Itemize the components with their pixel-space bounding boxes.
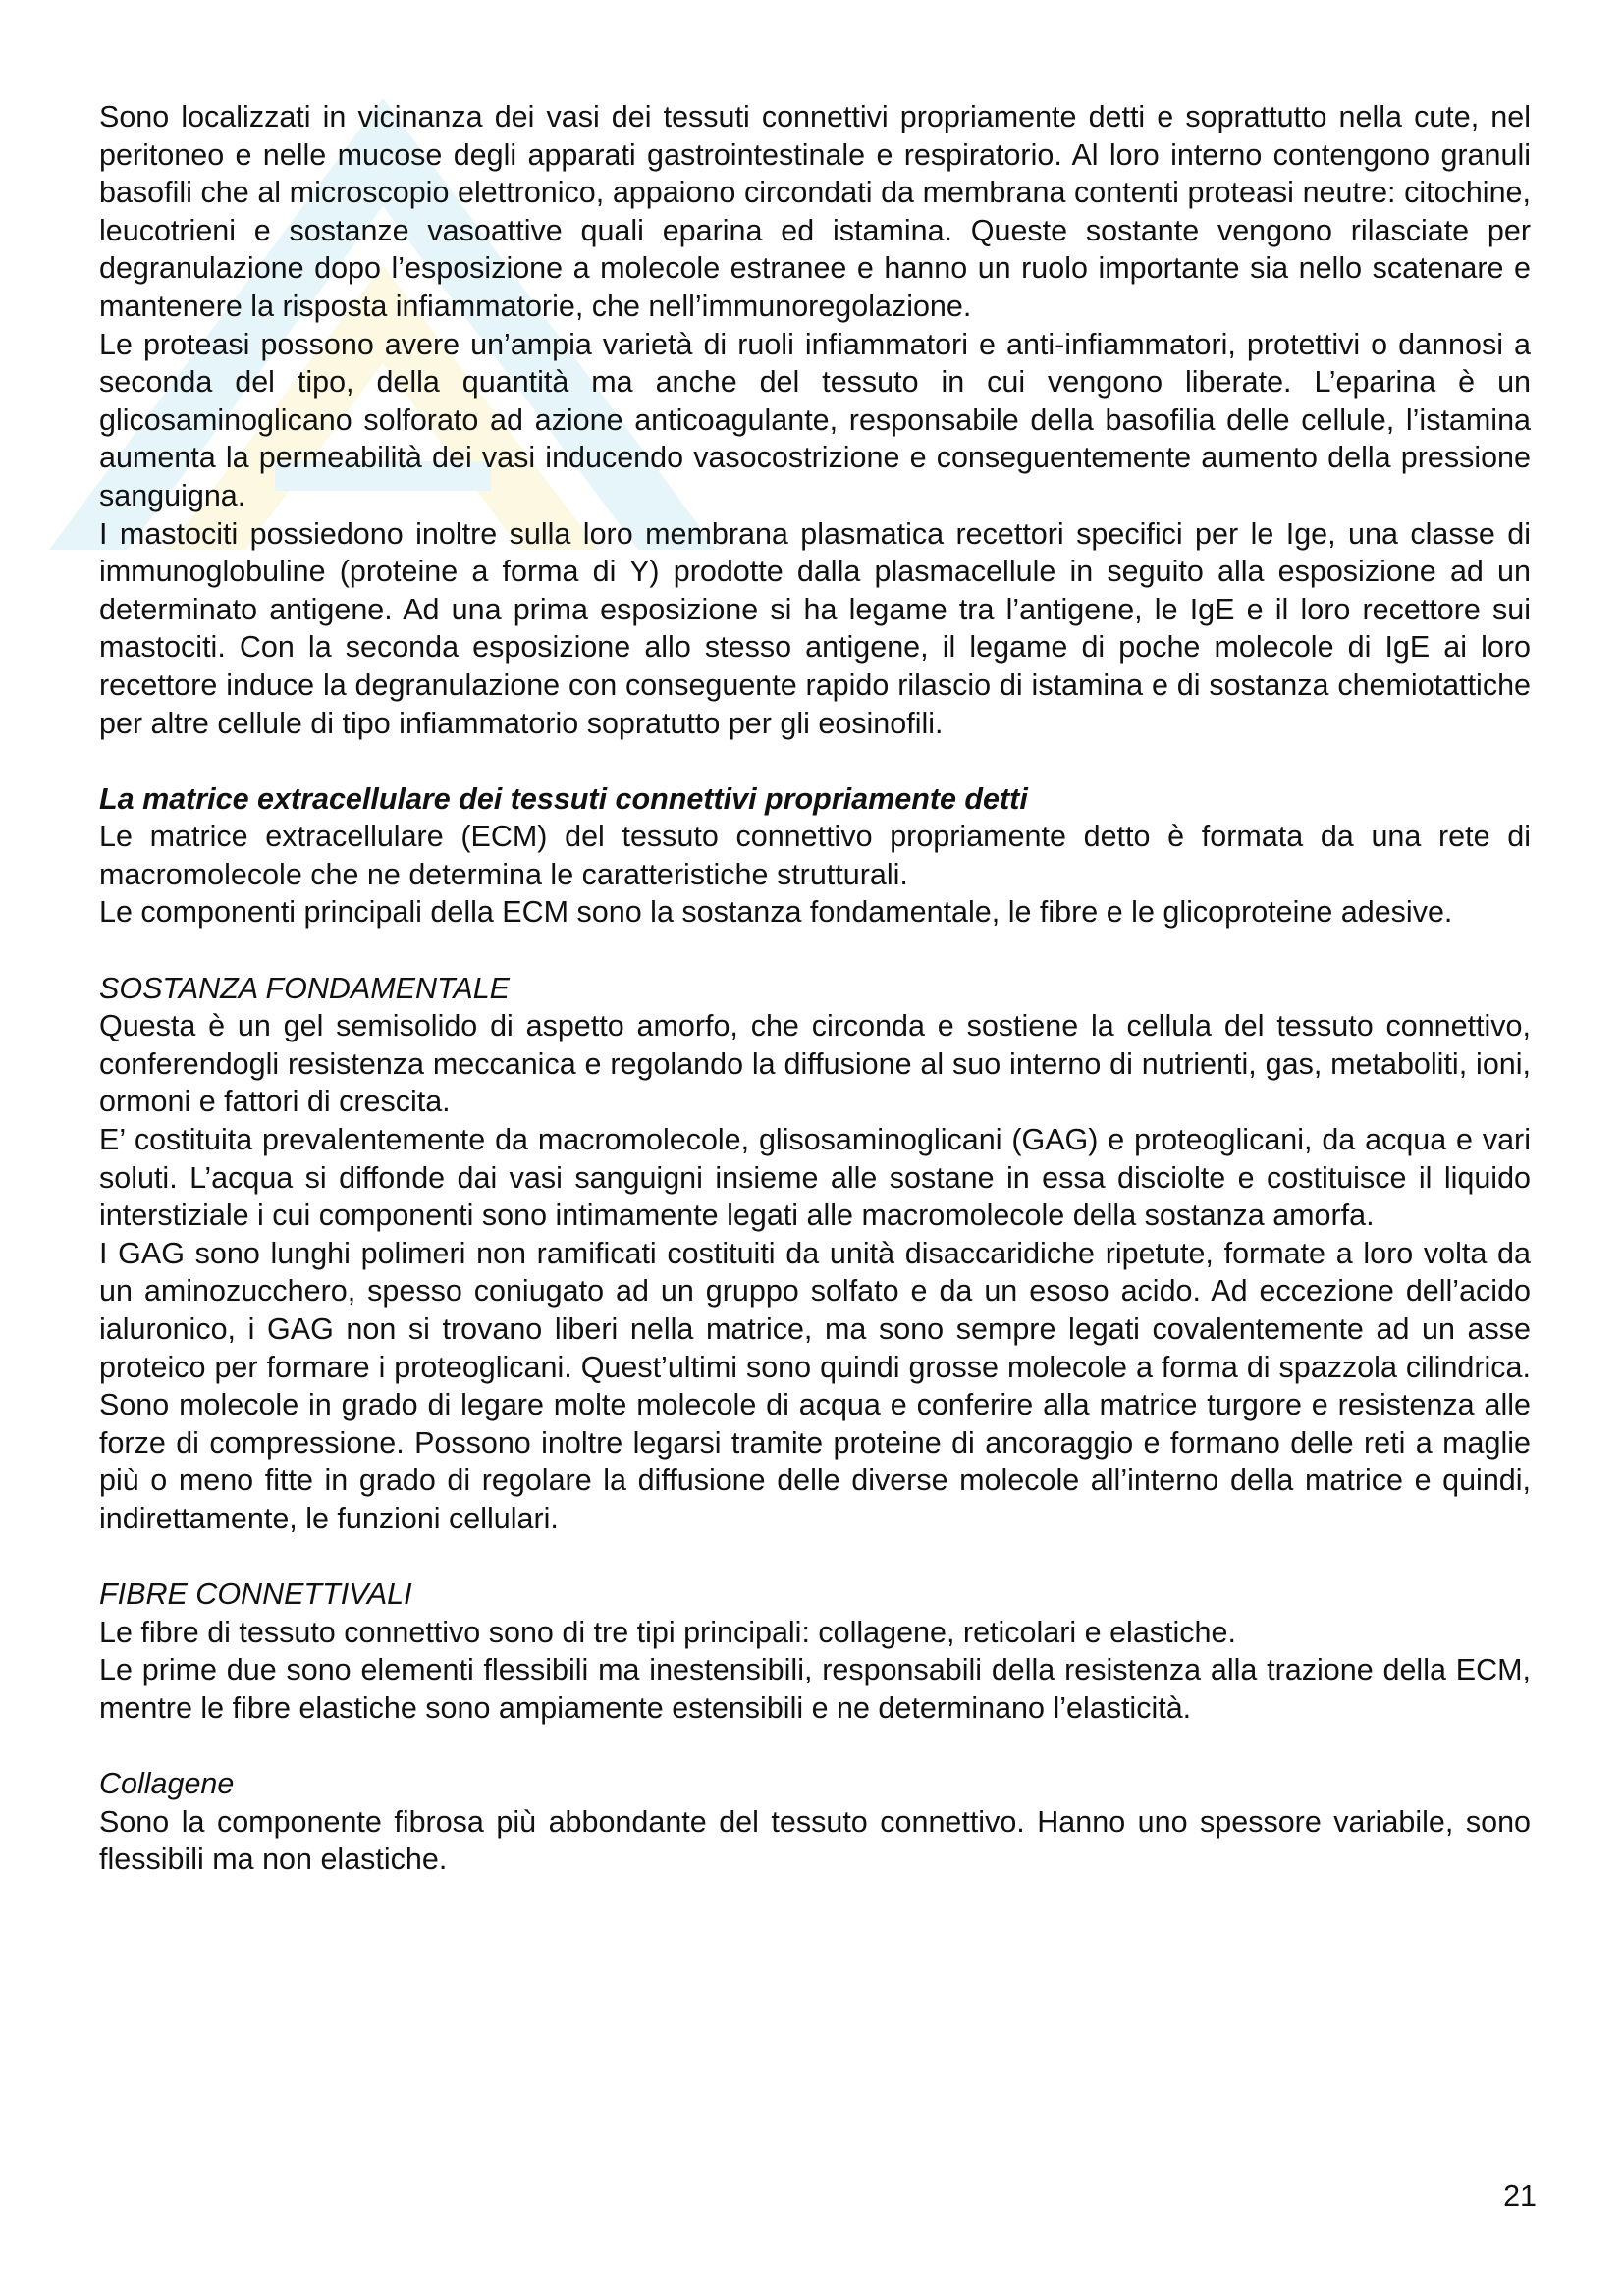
page-number: 21	[1503, 2179, 1537, 2213]
subheading-collagen: Collagene	[99, 1767, 235, 1801]
section-heading-ecm: La matrice extracellulare dei tessuti connettivi propriamente detti	[99, 781, 1028, 816]
paragraph-ige-receptors: I mastociti possiedono inoltre sulla loro membrana plasmatica recettori specifici per le Ige, una classe di immunoglobuline (proteine a forma di Y) prodotte dalla plasmacellule in seguito alla esposizione ad un determinato antigene. Ad una prima esposizione si ha legame tra l’antigene, le IgE e il loro recettore sui mastociti. Con la seconda esposizione allo stesso antigene, il legame di poche molecole di IgE ai loro recettore induce la degranulazione con conseguente rapido rilascio di istamina e di sostanza chemiotattiche per altre cellule di tipo infiammatorio sopratutto per gli eosinofili.	[99, 516, 1531, 740]
paragraph-ecm-components: Le componenti principali della ECM sono la sostanza fondamentale, le fibre e le glicoproteine adesive.	[99, 895, 1453, 930]
subheading-connective-fibers: FIBRE CONNETTIVALI	[99, 1577, 412, 1612]
subheading-ground-substance: SOSTANZA FONDAMENTALE	[99, 971, 511, 1005]
paragraph-ecm-definition: Le matrice extracellulare (ECM) del tessuto connettivo propriamente detto è formata da una rete di macromolecole che ne determina le caratteristiche strutturali.	[99, 820, 1531, 891]
spacer	[99, 1538, 1531, 1576]
paragraph-gag: I GAG sono lunghi polimeri non ramificati costituiti da unità disaccaridiche ripetute, formate a loro volta da un aminozucchero, spesso coniugato ad un gruppo solfato e da un esoso acido. Ad eccezione dell’acido ialuronico, i GAG non si trovano liberi nella matrice, ma sono sempre legati covalentemente ad un asse proteico per formare i proteoglicani. Quest’ultimi sono quindi grosse molecole a forma di spazzola cilindrica. Sono molecole in grado di legare molte molecole di acqua e conferire alla matrice turgore e resistenza alle forze di compressione. Possono inoltre legarsi tramite proteine di ancoraggio e formano delle reti a maglie più o meno fitte in grado di regolare la diffusione delle diverse molecole all’interno della matrice e quindi, indirettamente, le funzioni cellulari.	[99, 1236, 1531, 1535]
paragraph-mast-cell-location: Sono localizzati in vicinanza dei vasi dei tessuti connettivi propriamente detti e soprattutto nella cute, nel peritoneo e nelle mucose degli apparati gastrointestinale e respiratorio. Al loro interno contengono granuli basofili che al microscopio elettronico, appaiono circondati da membrana contenti proteasi neutre: citochine, leucotrieni e sostanze vasoattive quali eparina ed istamina. Queste sostante vengono rilasciate per degranulazione dopo l’esposizione a molecole estranee e hanno un ruolo importante sia nello scatenare e mantenere la risposta infiammatorie, che nell’immunoregolazione.	[99, 100, 1531, 323]
paragraph-fiber-properties: Le prime due sono elementi flessibili ma inestensibili, responsabili della resistenza alla trazione della ECM, mentre le fibre elastiche sono ampiamente estensibili e ne determinano l’elasticità.	[99, 1653, 1531, 1725]
paragraph-ground-substance-composition: E’ costituita prevalentemente da macromolecole, glisosaminoglicani (GAG) e proteoglicani, da acqua e vari soluti. L’acqua si diffonde dai vasi sanguigni insieme alle sostane in essa disciolte e costituisce il liquido interstiziale i cui componenti sono intimamente legati alle macromolecole della sostanza amorfa.	[99, 1123, 1531, 1233]
document-body	[99, 98, 1531, 1879]
paragraph-collagen: Sono la componente fibrosa più abbondante del tessuto connettivo. Hanno uno spessore variabile, sono flessibili ma non elastiche.	[99, 1804, 1531, 1877]
paragraph-fiber-types: Le fibre di tessuto connettivo sono di tre tipi principali: collagene, reticolari e elastiche.	[99, 1615, 1236, 1649]
paragraph-ground-substance-gel: Questa è un gel semisolido di aspetto amorfo, che circonda e sostiene la cellula del tessuto connettivo, conferendogli resistenza meccanica e regolando la diffusione al suo interno di nutrienti, gas, metaboliti, ioni, ormoni e fattori di crescita.	[99, 1009, 1531, 1119]
paragraph-proteases: Le proteasi possono avere un’ampia varietà di ruoli infiammatori e anti-infiammatori, protettivi o dannosi a seconda del tipo, della quantità ma anche del tessuto in cui vengono liberate. L’eparina è un glicosaminoglicano solforato ad azione anticoagulante, responsabile della basofilia delle cellule, l’istamina aumenta la permeabilità dei vasi inducendo vasocostrizione e conseguentemente aumento della pressione sanguigna.	[99, 327, 1531, 512]
spacer	[99, 742, 1531, 780]
spacer	[99, 1728, 1531, 1766]
spacer	[99, 932, 1531, 970]
